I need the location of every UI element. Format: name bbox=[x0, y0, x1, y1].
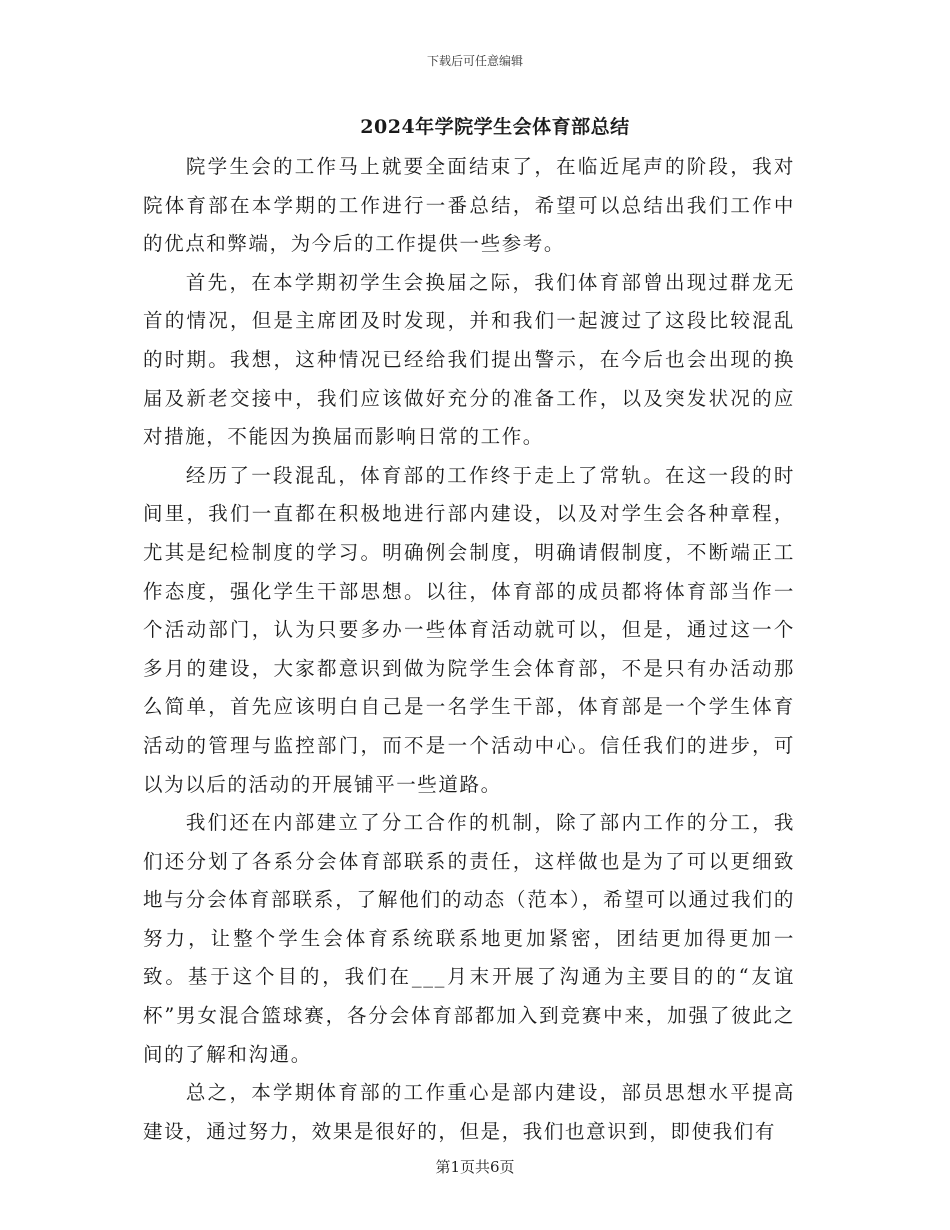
paragraph: 我们还在内部建立了分工合作的机制，除了部内工作的分工，我们还分划了各系分会体育部联系的责任，这样做也是为了可以更细致地与分会体育部联系，了解他们的动态（范本），希望可以通过我们的努力，让整个学生会体育系统联系地更加紧密，团结更加得更加一致。基于这个目的，我们在___月末开展了沟通为主要目的的“友谊杯”男女混合篮球赛，各分会体育部都加入到竞赛中来，加强了彼此之间的了解和沟通。 bbox=[143, 811, 795, 1066]
paragraph: 经历了一段混乱，体育部的工作终于走上了常轨。在这一段的时间里，我们一直都在积极地进行部内建设，以及对学生会各种章程，尤其是纪检制度的学习。明确例会制度，明确请假制度，不断端正工作态度，强化学生干部思想。以往，体育部的成员都将体育部当作一个活动部门，认为只要多办一些体育活动就可以，但是，通过这一个多月的建设，大家都意识到做为院学生会体育部，不是只有办活动那么简单，首先应该明白自己是一名学生干部，体育部是一个学生体育活动的管理与监控部门，而不是一个活动中心。信任我们的进步，可以为以后的活动的开展铺平一些道路。 bbox=[143, 463, 795, 796]
document-title: 2024年学院学生会体育部总结 bbox=[360, 116, 630, 138]
document-body bbox=[143, 148, 795, 1151]
page-number: 第1页共6页 bbox=[435, 1158, 515, 1176]
paragraph: 总之，本学期体育部的工作重心是部内建设，部员思想水平提高建设，通过努力，效果是很好的，但是，我们也意识到，即使我们有 bbox=[143, 1081, 795, 1143]
paragraph: 首先，在本学期初学生会换届之际，我们体育部曾出现过群龙无首的情况，但是主席团及时发现，并和我们一起渡过了这段比较混乱的时期。我想，这种情况已经给我们提出警示，在今后也会出现的换届及新老交接中，我们应该做好充分的准备工作，以及突发状况的应对措施，不能因为换届而影响日常的工作。 bbox=[143, 270, 795, 449]
header-note: 下载后可任意编辑 bbox=[426, 54, 523, 68]
paragraph: 院学生会的工作马上就要全面结束了，在临近尾声的阶段，我对院体育部在本学期的工作进行一番总结，希望可以总结出我们工作中的优点和弊端，为今后的工作提供一些参考。 bbox=[143, 155, 795, 256]
